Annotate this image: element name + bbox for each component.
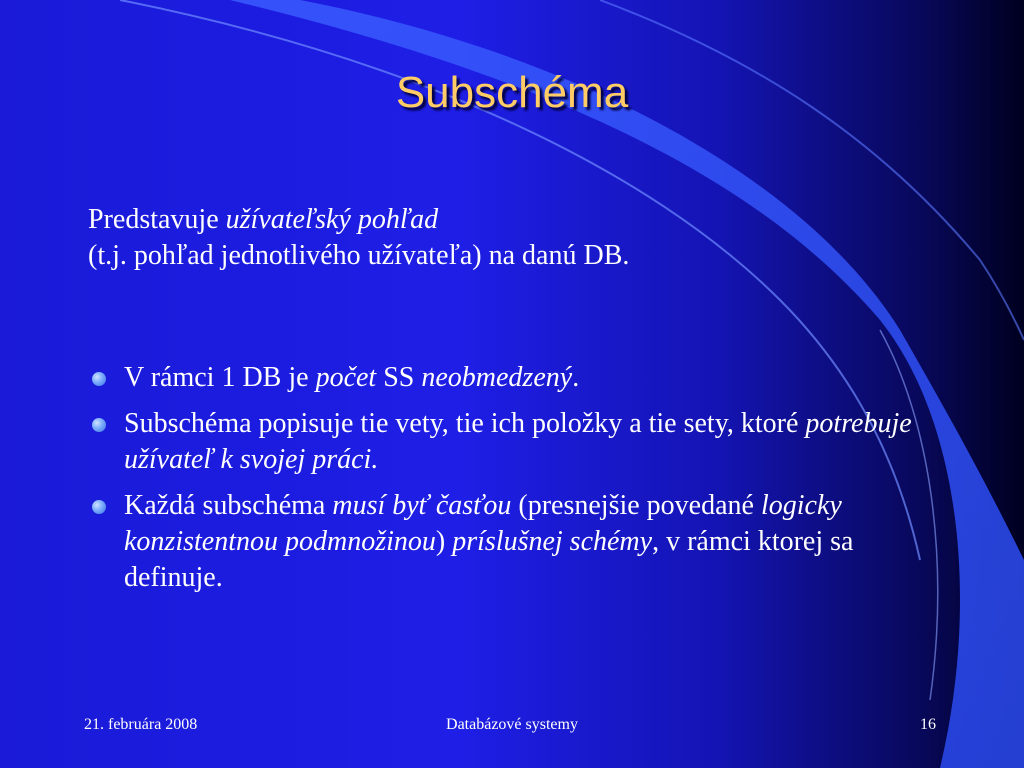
bullet-text: SS [376,362,422,393]
bullet-emphasis: príslušnej schémy [452,526,653,557]
bullet-item [88,488,918,596]
bullet-emphasis: potrebuje užívateľ k svojej práci. [124,408,912,475]
intro-line-1 [88,202,629,238]
bullet-dot-icon [92,500,106,514]
bullet-item [88,406,918,478]
bullet-text: (presnejšie povedané [511,490,761,521]
bullet-list [88,360,918,606]
bullet-text: V rámci 1 DB je [124,362,316,393]
bullet-item [88,360,918,396]
intro-line-1-italic: užívateľský pohľad [225,204,439,235]
bullet-text: . [572,362,580,393]
footer-page-number: 16 [920,716,936,733]
bullet-emphasis: musí byť časťou [332,490,512,521]
bullet-text: Subschéma popisuje tie vety, tie ich položky a tie sety, ktoré [124,408,806,439]
intro-line-1-plain: Predstavuje [88,204,226,235]
bullet-text: ) [435,526,453,557]
bullet-text: Každá subschéma [124,490,333,521]
bullet-emphasis: počet [315,362,377,393]
bullet-emphasis: logicky konzistentnou podmnožinou [124,490,842,557]
bullet-dot-icon [92,372,106,386]
bullet-dot-icon [92,418,106,432]
bullet-emphasis: neobmedzený [421,362,573,393]
slide-title: Subschéma [395,68,629,117]
footer-date: 21. februára 2008 [84,716,198,733]
bullet-text: , v rámci ktorej sa definuje. [124,526,854,593]
footer-title: Databázové systemy [446,716,578,733]
intro-line-2: (t.j. pohľad jednotlivého užívateľa) na danú DB. [88,240,630,271]
intro-text [88,202,629,274]
